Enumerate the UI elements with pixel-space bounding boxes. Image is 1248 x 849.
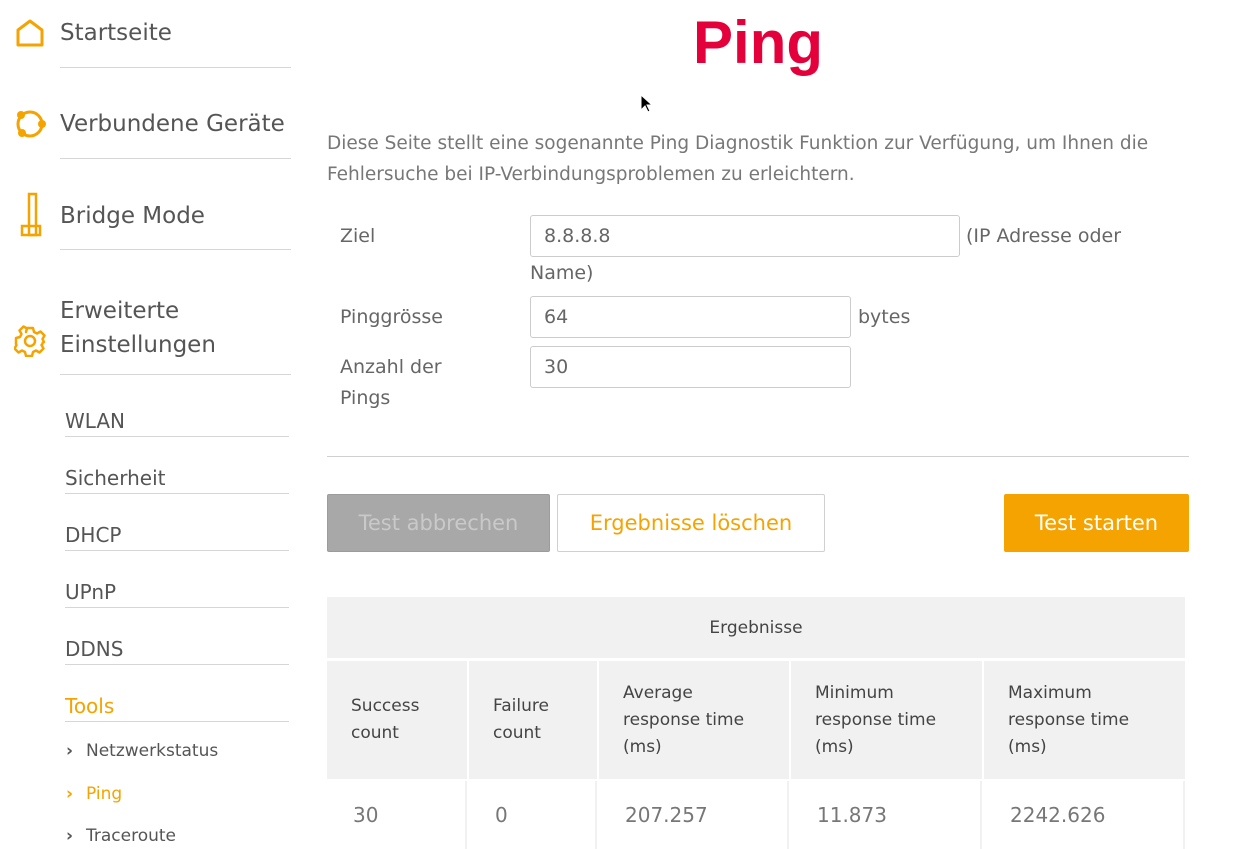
column-header: Maximum response time (ms): [984, 661, 1185, 781]
table-row: [327, 781, 1185, 849]
bridge-icon: [20, 192, 42, 242]
mouse-cursor-icon: [640, 94, 654, 118]
success-count: 30: [327, 781, 467, 849]
minimum-time: 11.873: [791, 781, 982, 849]
clear-results-button[interactable]: Ergebnisse löschen: [557, 494, 825, 552]
sidebar-item-startseite[interactable]: [60, 20, 291, 68]
column-header: Average response time (ms): [599, 661, 789, 781]
sidebar-item-bridge-mode[interactable]: [60, 203, 291, 250]
count-label: Anzahl der Pings: [340, 356, 442, 409]
column-header: Failure count: [469, 661, 597, 781]
intro-text: Diese Seite stellt eine sogenannte Ping Diagnostik Funktion zur Verfügung, um Ihnen die Fehlersuche bei IP-Verbindungsproblemen zu erleichtern.: [327, 133, 1149, 185]
sidebar-sub-wlan[interactable]: WLAN: [65, 409, 289, 437]
sidebar-item-label: Startseite: [60, 20, 172, 46]
tool-label: Ping: [86, 784, 123, 804]
sidebar-item-erweiterte-einstellungen[interactable]: [60, 294, 291, 375]
chevron-right-icon: ›: [66, 784, 74, 804]
sidebar-item-label: Erweiterte Einstellungen: [60, 298, 216, 358]
gear-icon: [14, 325, 46, 361]
results-table: [325, 597, 1187, 849]
sidebar-sub-tools[interactable]: Tools: [65, 694, 289, 722]
size-label: Pinggrösse: [340, 306, 443, 328]
target-label: Ziel: [340, 225, 376, 247]
sidebar-sub-ddns[interactable]: DDNS: [65, 637, 289, 665]
failure-count: 0: [469, 781, 597, 849]
average-time: 207.257: [599, 781, 789, 849]
column-header: Success count: [327, 661, 467, 781]
devices-icon: [14, 108, 48, 144]
target-input[interactable]: [530, 215, 960, 257]
tool-label: Traceroute: [86, 826, 177, 846]
sidebar-sub-dhcp[interactable]: DHCP: [65, 523, 289, 551]
sidebar-sub-upnp[interactable]: UPnP: [65, 580, 289, 608]
sidebar-item-label: Verbundene Geräte: [60, 111, 285, 137]
home-icon: [14, 18, 46, 52]
column-header: Minimum response time (ms): [791, 661, 982, 781]
size-input[interactable]: [530, 296, 851, 338]
target-hint-cont: Name): [530, 262, 594, 284]
count-input[interactable]: [530, 346, 851, 388]
maximum-time: 2242.626: [984, 781, 1185, 849]
sidebar-tool-traceroute[interactable]: [66, 826, 176, 846]
tool-label: Netzwerkstatus: [86, 741, 219, 761]
size-unit: bytes: [858, 306, 911, 328]
start-test-button[interactable]: Test starten: [1004, 494, 1189, 552]
sidebar-tool-netzwerkstatus[interactable]: [66, 741, 218, 761]
divider: [327, 456, 1189, 457]
page-title: Ping: [693, 9, 823, 76]
abort-test-button[interactable]: Test abbrechen: [327, 494, 550, 552]
sidebar-item-verbundene-geraete[interactable]: [60, 111, 291, 159]
sidebar-tool-ping[interactable]: [66, 784, 122, 804]
chevron-right-icon: ›: [66, 741, 74, 761]
results-title: Ergebnisse: [327, 597, 1185, 661]
sidebar-item-label: Bridge Mode: [60, 203, 205, 229]
chevron-right-icon: ›: [66, 826, 74, 846]
sidebar-sub-sicherheit[interactable]: Sicherheit: [65, 466, 289, 494]
target-hint: (IP Adresse oder: [966, 225, 1122, 247]
